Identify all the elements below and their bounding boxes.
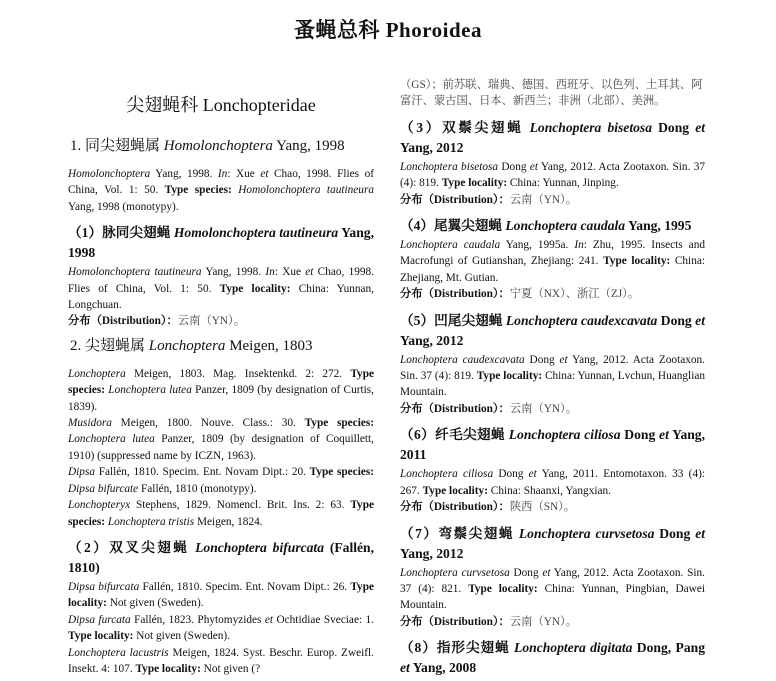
text-segment: （6）纤毛尖翅蝇 xyxy=(400,427,509,443)
text-segment: 分布（Distribution）： xyxy=(68,315,178,328)
text-segment: China: Yunnan, Longchuan. xyxy=(68,282,374,312)
text-segment: Yang, 1995 xyxy=(625,218,692,234)
text-segment: Type species: xyxy=(68,499,374,528)
text-segment: Type locality: xyxy=(68,580,374,610)
text-segment: Type locality: xyxy=(476,370,543,383)
text-segment: （8）指形尖翅蝇 xyxy=(400,640,515,656)
text-segment: Lonchoptera curvsetosa xyxy=(400,566,510,579)
text-segment: et xyxy=(542,566,551,579)
text-segment: Yang, 2011. Entomotaxon. 33 (4): 267. xyxy=(400,468,705,497)
text-segment: Dipsa bifurcata xyxy=(68,580,140,593)
text-segment: China: Zhejiang, Mt. Gutian. xyxy=(400,255,705,284)
text-segment: Meigen, 1824. xyxy=(194,515,263,528)
text-segment: : Zhu, 1995. Insects and Macrofungi of Gutianshan, Zhejiang: 241. xyxy=(400,239,705,268)
text-segment: Type species: xyxy=(309,466,375,479)
text-segment: Not given (Sweden). xyxy=(106,597,204,610)
text-segment: Type locality: xyxy=(219,282,291,295)
text-segment: Panzer, 1809 (by designation of Coquillett, 1910) (suppressed name by ICZN, 1963). xyxy=(68,433,374,462)
text-segment: et xyxy=(260,168,269,180)
distribution xyxy=(400,614,705,630)
text-segment: et xyxy=(529,160,538,173)
text-segment: Dong xyxy=(652,119,696,135)
text-segment: Type locality: xyxy=(68,630,134,643)
text-segment: Type locality: xyxy=(468,582,538,595)
genus-synonymy xyxy=(68,497,374,530)
text-segment: et xyxy=(400,660,410,676)
text-segment: 分布（Distribution）： xyxy=(400,501,510,514)
text-segment: et xyxy=(559,353,568,366)
text-segment: Yang, 2012 xyxy=(400,139,464,155)
text-segment: : Xue xyxy=(227,168,261,180)
text-segment: 云南（YN）。 xyxy=(509,193,577,206)
genus-heading xyxy=(70,334,374,358)
text-segment: 分布（Distribution）： xyxy=(400,615,510,628)
text-segment: Fallén, 1810 (monotypy). xyxy=(138,482,257,495)
distribution xyxy=(68,313,374,329)
text-segment: Meigen, 1803. Mag. Insektenkd. 2: 272. xyxy=(125,367,351,380)
text-segment: Dong xyxy=(509,566,543,579)
text-segment: China: Yunnan, Lvchun, Huanglian Mountain. xyxy=(400,370,705,399)
text-segment: Type locality: xyxy=(441,177,508,190)
text-segment: Type locality: xyxy=(135,662,201,675)
text-segment: 分布（Distribution）： xyxy=(400,288,510,301)
text-segment: Yang, 1995a. xyxy=(500,239,575,252)
text-segment: Yang, 2008 xyxy=(409,660,477,676)
text-segment: et xyxy=(264,613,274,626)
text-segment: et xyxy=(305,266,314,279)
text-segment: Ochtidiae Sveciae: 1. xyxy=(273,613,375,626)
text-segment: （GS）；前苏联、瑞典、德国、西班牙、以色列、土耳其、阿富汗、蒙古国、日本、新西兰；非洲（北部）、美洲。 xyxy=(400,79,703,108)
species-synonymy xyxy=(400,466,705,499)
text-segment: Dipsa bifurcate xyxy=(68,482,139,495)
text-segment: Dipsa furcata xyxy=(68,613,131,626)
text-segment: Lonchoptera caudexcavata xyxy=(400,353,525,366)
species-heading xyxy=(400,216,705,236)
text-segment: Lonchoptera caudala xyxy=(505,218,626,234)
text-segment: Lonchoptera digitata xyxy=(514,640,633,656)
text-segment: China: Yunnan, Pingbian, Dawei Mountain. xyxy=(400,582,705,612)
genus-synonymy xyxy=(68,166,374,215)
text-segment: Yang, 1998. xyxy=(201,266,266,279)
text-segment: Yang, 1998 xyxy=(272,138,345,154)
text-segment: Yang, 2012. Acta Zootaxon. Sin. 37 (4): 819. xyxy=(400,353,705,383)
text-segment: Meigen, 1803 xyxy=(225,337,313,354)
text-segment: 宁夏（NX）、浙江（ZJ）。 xyxy=(509,288,640,301)
text-segment: 陕西（SN）。 xyxy=(509,501,576,514)
text-segment: Lonchoptera lutea xyxy=(68,433,155,446)
text-segment: Lonchoptera ciliosa xyxy=(508,427,621,443)
text-segment: Chao, 1998. Flies of China, Vol. 1: 50. xyxy=(68,266,374,295)
text-segment: Musidora xyxy=(68,417,112,430)
text-segment: Not given (Sweden). xyxy=(133,630,231,643)
text-segment: Meigen, 1824. Syst. Beschr. Europ. Zweifl. Insekt. 4: 107. xyxy=(68,646,374,675)
species-synonymy xyxy=(400,159,705,192)
species-heading xyxy=(400,524,705,564)
text-segment: In xyxy=(217,168,228,180)
species-synonymy xyxy=(68,612,374,645)
genus-heading xyxy=(70,134,374,158)
text-segment: 云南（YN）。 xyxy=(509,615,577,628)
text-segment: Fallén, 1823. Phytomyzides xyxy=(130,613,265,626)
text-segment: 1. 同尖翅蝇属 xyxy=(70,138,164,154)
text-segment: （7）弯鬃尖翅蝇 xyxy=(400,525,519,541)
text-segment: Lonchoptera ciliosa xyxy=(400,468,494,481)
species-heading xyxy=(400,425,705,465)
text-segment: Homolonchoptera tautineura xyxy=(68,266,202,279)
distribution xyxy=(400,286,705,302)
text-segment: 云南（YN）。 xyxy=(509,402,577,415)
text-segment: In xyxy=(574,239,584,252)
text-segment: Type species: xyxy=(68,367,374,397)
species-heading xyxy=(68,538,374,578)
text-segment: In xyxy=(265,266,275,279)
distribution xyxy=(400,401,705,417)
text-segment: Lonchoptera lutea xyxy=(108,384,192,397)
text-segment: Yang, 2012 xyxy=(400,332,464,348)
text-segment: （5）凹尾尖翅蝇 xyxy=(400,312,506,328)
text-segment: Fallén, 1810. Specim. Ent. Novam Dipt.: 26. xyxy=(139,580,351,593)
text-segment: Yang, 2012. Acta Zootaxon. Sin. 37 (4): 821. xyxy=(400,566,705,595)
text-segment: Lonchoptera bisetosa xyxy=(400,160,499,173)
text-segment: Yang, 2012. Acta Zootaxon. Sin. 37 (4): 819. xyxy=(400,160,705,190)
text-segment: Homolonchoptera tautineura xyxy=(173,225,339,241)
text-segment: Type species: xyxy=(304,417,375,430)
text-segment: et xyxy=(695,525,705,541)
text-segment: Chao, 1998. Flies of China, Vol. 1: 50. xyxy=(68,168,374,197)
text-segment: 云南（YN）。 xyxy=(177,315,245,328)
text-segment: Yang, 1998 (monotypy). xyxy=(68,200,179,213)
text-segment: （4）尾翼尖翅蝇 xyxy=(400,218,506,234)
text-segment: Lonchoptera lacustris xyxy=(68,646,169,659)
species-heading xyxy=(400,638,705,678)
text-segment: Dong xyxy=(620,427,660,443)
species-synonymy xyxy=(400,237,705,286)
page-title: 蚤蝇总科 Phoroidea xyxy=(293,18,483,42)
text-segment: Lonchoptera bifurcata xyxy=(195,539,325,555)
text-segment: （2）双叉尖翅蝇 xyxy=(68,539,196,555)
text-segment: Lonchoptera xyxy=(148,337,226,354)
text-segment: Homolonchoptera xyxy=(68,168,151,180)
text-segment: Lonchoptera tristis xyxy=(107,515,195,528)
text-segment: Yang, 2011 xyxy=(400,427,705,463)
text-segment: Type locality: xyxy=(603,255,671,268)
species-heading xyxy=(400,118,705,158)
family-heading xyxy=(68,92,374,118)
text-segment: Dipsa xyxy=(68,466,95,479)
text-segment: Dong xyxy=(657,312,696,328)
text-segment: （1）脉同尖翅蝇 xyxy=(68,225,174,241)
distribution xyxy=(400,499,705,515)
text-segment: Type species: xyxy=(164,184,239,197)
text-segment: Dong, Pang xyxy=(632,640,705,656)
species-synonymy xyxy=(68,645,374,678)
text-segment: 分布（Distribution）： xyxy=(400,402,510,415)
text-segment: Type locality: xyxy=(422,484,488,497)
text-segment: Yang, 2012 xyxy=(400,545,464,561)
text-segment: Panzer, 1809 (by designation of Curtis, 1839). xyxy=(68,384,374,413)
genus-synonymy xyxy=(68,366,374,415)
text-segment: Not given (? xyxy=(200,662,261,675)
species-synonymy xyxy=(400,352,705,401)
text-segment: Meigen, 1800. Nouve. Class.: 30. xyxy=(111,417,305,430)
text-segment: Homolonchoptera xyxy=(163,138,273,154)
text-segment: Homolonchoptera tautineura xyxy=(238,184,375,197)
text-segment: 分布（Distribution）： xyxy=(400,193,510,206)
species-synonymy xyxy=(400,565,705,614)
text-segment: Yang, 1998. xyxy=(150,168,218,180)
text-segment: Lonchoptera caudexcavata xyxy=(505,312,658,328)
text-segment: (Fallén, 1810) xyxy=(68,539,375,575)
text-segment: Dong xyxy=(498,160,530,173)
text-segment: China: Yunnan, Jinping. xyxy=(507,177,619,190)
text-segment: Lonchoptera curvsetosa xyxy=(518,525,655,541)
text-segment: 2. 尖翅蝇属 xyxy=(70,337,149,354)
distribution-continued xyxy=(400,77,705,110)
text-segment: Fallén, 1810. Specim. Ent. Novam Dipt.: 20. xyxy=(95,466,310,479)
text-segment: Lonchoptera caudala xyxy=(400,239,501,252)
genus-synonymy xyxy=(68,464,374,497)
text-segment: （3）双鬃尖翅蝇 xyxy=(400,119,530,135)
species-heading xyxy=(400,311,705,351)
text-segment: et xyxy=(528,468,537,481)
species-synonymy xyxy=(68,579,374,612)
left-column xyxy=(68,92,374,677)
right-column xyxy=(400,77,705,679)
text-segment: et xyxy=(659,427,669,443)
species-synonymy xyxy=(68,264,374,313)
genus-synonymy xyxy=(68,415,374,464)
text-segment: Yang, 1998 xyxy=(68,225,374,261)
text-segment: Dong xyxy=(654,525,696,541)
text-segment: Lonchopteryx xyxy=(68,499,131,512)
text-segment: Stephens, 1829. Nomencl. Brit. Ins. 2: 63. xyxy=(130,499,351,512)
text-segment: : Xue xyxy=(274,266,306,279)
species-heading xyxy=(68,223,374,263)
text-segment: Dong xyxy=(493,468,529,481)
text-segment: Lonchoptera bisetosa xyxy=(529,119,653,135)
text-segment: et xyxy=(695,312,705,328)
text-segment: China: Shaanxi, Yangxian. xyxy=(487,484,611,497)
text-segment: Dong xyxy=(524,353,560,366)
text-segment: et xyxy=(695,119,705,135)
text-segment: Lonchoptera xyxy=(68,367,126,380)
distribution xyxy=(400,192,705,208)
text-segment: 尖翅蝇科 Lonchopteridae xyxy=(126,95,316,115)
